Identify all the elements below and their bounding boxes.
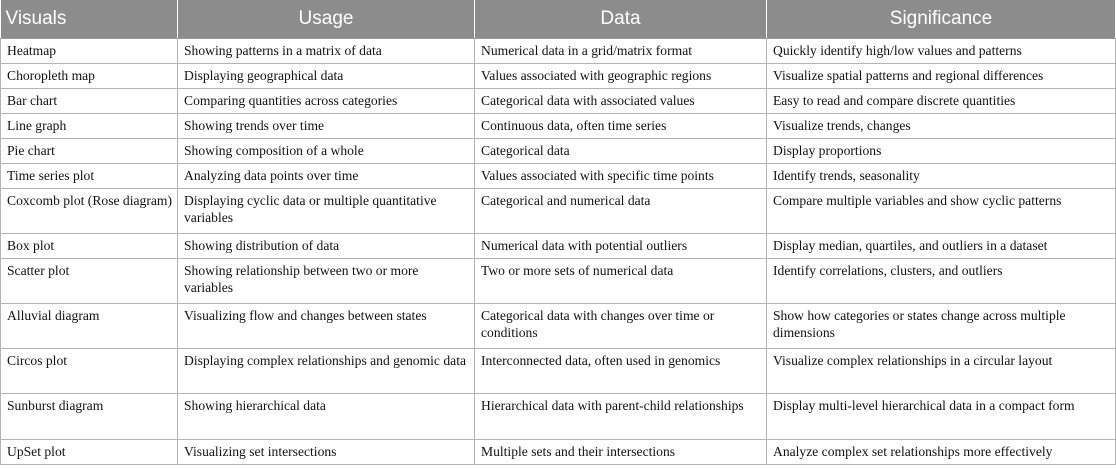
header-usage: Usage <box>178 0 475 39</box>
cell-usage: Displaying complex relationships and genomic data <box>178 349 475 394</box>
cell-usage: Showing hierarchical data <box>178 394 475 440</box>
cell-significance: Identify correlations, clusters, and outliers <box>767 259 1116 304</box>
cell-significance: Display multi-level hierarchical data in a compact form <box>767 394 1116 440</box>
header-data: Data <box>475 0 767 39</box>
cell-data: Categorical data <box>475 139 767 164</box>
cell-usage: Comparing quantities across categories <box>178 89 475 114</box>
cell-visual: Alluvial diagram <box>1 304 178 349</box>
table-row <box>1 39 1116 64</box>
cell-data: Values associated with specific time points <box>475 164 767 189</box>
cell-data: Values associated with geographic regions <box>475 64 767 89</box>
cell-visual: Bar chart <box>1 89 178 114</box>
cell-data: Continuous data, often time series <box>475 114 767 139</box>
table-row <box>1 89 1116 114</box>
table-row <box>1 394 1116 440</box>
cell-visual: Choropleth map <box>1 64 178 89</box>
cell-visual: Pie chart <box>1 139 178 164</box>
cell-visual: Line graph <box>1 114 178 139</box>
header-visuals: Visuals <box>1 0 178 39</box>
cell-visual: Box plot <box>1 234 178 259</box>
header-row <box>1 0 1116 39</box>
table-row <box>1 304 1116 349</box>
cell-significance: Identify trends, seasonality <box>767 164 1116 189</box>
cell-usage: Displaying cyclic data or multiple quantitative variables <box>178 189 475 234</box>
table-body <box>1 39 1116 465</box>
cell-significance: Quickly identify high/low values and patterns <box>767 39 1116 64</box>
table-row <box>1 349 1116 394</box>
cell-significance: Show how categories or states change across multiple dimensions <box>767 304 1116 349</box>
cell-data: Numerical data in a grid/matrix format <box>475 39 767 64</box>
cell-visual: Time series plot <box>1 164 178 189</box>
cell-visual: Coxcomb plot (Rose diagram) <box>1 189 178 234</box>
cell-significance: Compare multiple variables and show cyclic patterns <box>767 189 1116 234</box>
cell-significance: Visualize spatial patterns and regional differences <box>767 64 1116 89</box>
cell-usage: Showing distribution of data <box>178 234 475 259</box>
cell-data: Numerical data with potential outliers <box>475 234 767 259</box>
cell-data: Hierarchical data with parent-child relationships <box>475 394 767 440</box>
table-row <box>1 139 1116 164</box>
cell-significance: Display proportions <box>767 139 1116 164</box>
cell-usage: Showing relationship between two or more variables <box>178 259 475 304</box>
cell-data: Multiple sets and their intersections <box>475 440 767 465</box>
cell-visual: Scatter plot <box>1 259 178 304</box>
table-row <box>1 114 1116 139</box>
table-row <box>1 164 1116 189</box>
cell-usage: Analyzing data points over time <box>178 164 475 189</box>
table-row <box>1 64 1116 89</box>
cell-significance: Display median, quartiles, and outliers in a dataset <box>767 234 1116 259</box>
cell-usage: Showing composition of a whole <box>178 139 475 164</box>
cell-usage: Visualizing flow and changes between states <box>178 304 475 349</box>
table-row <box>1 189 1116 234</box>
table-row <box>1 234 1116 259</box>
cell-data: Interconnected data, often used in genomics <box>475 349 767 394</box>
cell-visual: Sunburst diagram <box>1 394 178 440</box>
cell-usage: Showing patterns in a matrix of data <box>178 39 475 64</box>
cell-visual: Circos plot <box>1 349 178 394</box>
cell-data: Two or more sets of numerical data <box>475 259 767 304</box>
cell-significance: Visualize trends, changes <box>767 114 1116 139</box>
cell-data: Categorical and numerical data <box>475 189 767 234</box>
table-row <box>1 440 1116 465</box>
cell-usage: Showing trends over time <box>178 114 475 139</box>
cell-data: Categorical data with associated values <box>475 89 767 114</box>
table-header <box>1 0 1116 39</box>
cell-visual: UpSet plot <box>1 440 178 465</box>
table-row <box>1 259 1116 304</box>
cell-visual: Heatmap <box>1 39 178 64</box>
cell-significance: Visualize complex relationships in a circular layout <box>767 349 1116 394</box>
cell-significance: Easy to read and compare discrete quantities <box>767 89 1116 114</box>
cell-data: Categorical data with changes over time or conditions <box>475 304 767 349</box>
cell-usage: Displaying geographical data <box>178 64 475 89</box>
cell-usage: Visualizing set intersections <box>178 440 475 465</box>
cell-significance: Analyze complex set relationships more effectively <box>767 440 1116 465</box>
header-significance: Significance <box>767 0 1116 39</box>
